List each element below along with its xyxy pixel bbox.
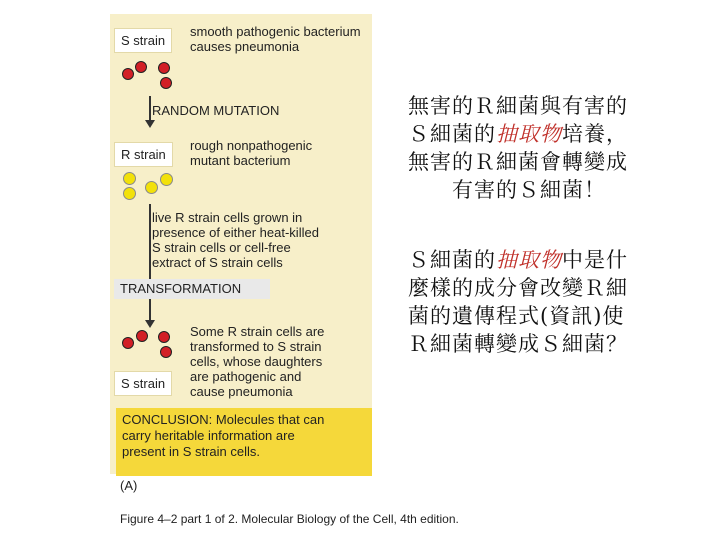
result-note-line: transformed to S strain (190, 339, 322, 354)
conclusion-line: present in S strain cells. (122, 444, 261, 459)
s-cell (160, 346, 172, 358)
text-span: 中是什 (562, 248, 628, 272)
s-cell (122, 337, 134, 349)
text-span: Ｓ細菌的 (408, 122, 496, 146)
r-strain-note-line: mutant bacterium (190, 153, 291, 168)
result-note-line: cause pneumonia (190, 384, 293, 399)
text-line (408, 246, 700, 274)
s-strain-note-line: causes pneumonia (190, 39, 300, 54)
arrow-down-icon (145, 120, 155, 128)
text-line: 無害的Ｒ細菌與有害的 (408, 94, 628, 118)
conclusion-line: carry heritable information are (122, 428, 295, 443)
text-line: 無害的Ｒ細菌會轉變成 (408, 150, 628, 174)
text-line: 有害的Ｓ細菌！ (452, 178, 606, 202)
result-note-line: are pathogenic and (190, 369, 302, 384)
r-strain-note-line: rough nonpathogenic (190, 138, 313, 153)
r-cell (145, 181, 158, 194)
r-cell (160, 173, 173, 186)
s-strain-note (190, 24, 361, 54)
growth-note-line: live R strain cells grown in (152, 210, 303, 225)
arrow-down-icon (145, 320, 155, 328)
panel-label: (A) (120, 478, 138, 493)
s-cell (160, 77, 172, 89)
growth-note (152, 210, 319, 270)
arrow-line (149, 204, 151, 322)
conclusion-line: CONCLUSION: Molecules that can (122, 412, 325, 427)
text-line: 麼樣的成分會改變Ｒ細 (408, 276, 628, 300)
result-note-line: cells, whose daughters (190, 354, 323, 369)
growth-note-line: presence of either heat-killed (152, 225, 319, 240)
text-block-1 (408, 92, 700, 204)
text-line: Ｒ細菌轉變成Ｓ細菌？ (408, 332, 628, 356)
figure-caption: Figure 4–2 part 1 of 2. Molecular Biology of the Cell, 4th edition. (120, 512, 459, 526)
s-cell (136, 330, 148, 342)
s-cell (122, 68, 134, 80)
transformation-label: TRANSFORMATION (114, 279, 270, 299)
r-cell (123, 172, 136, 185)
r-cell (123, 187, 136, 200)
r-strain-label: R strain (114, 142, 173, 167)
text-block-2 (408, 246, 700, 358)
text-line: 菌的遺傳程式(資訊)使 (408, 304, 625, 328)
s-cell (158, 62, 170, 74)
result-note (190, 324, 324, 399)
s-cell (158, 331, 170, 343)
text-span: 培養， (562, 122, 628, 146)
highlight-text: 抽取物 (496, 248, 562, 272)
s-strain-note-line: smooth pathogenic bacterium (190, 24, 361, 39)
arrow-line (149, 96, 151, 122)
r-strain-note (190, 138, 312, 168)
s-strain-label-2: S strain (114, 371, 172, 396)
s-cell (135, 61, 147, 73)
text-span: Ｓ細菌的 (408, 248, 496, 272)
highlight-text: 抽取物 (496, 122, 562, 146)
text-line (408, 120, 700, 148)
conclusion-box (116, 408, 372, 476)
random-mutation-label: RANDOM MUTATION (152, 103, 280, 118)
growth-note-line: S strain cells or cell-free (152, 240, 291, 255)
growth-note-line: extract of S strain cells (152, 255, 283, 270)
result-note-line: Some R strain cells are (190, 324, 325, 339)
s-strain-label: S strain (114, 28, 172, 53)
